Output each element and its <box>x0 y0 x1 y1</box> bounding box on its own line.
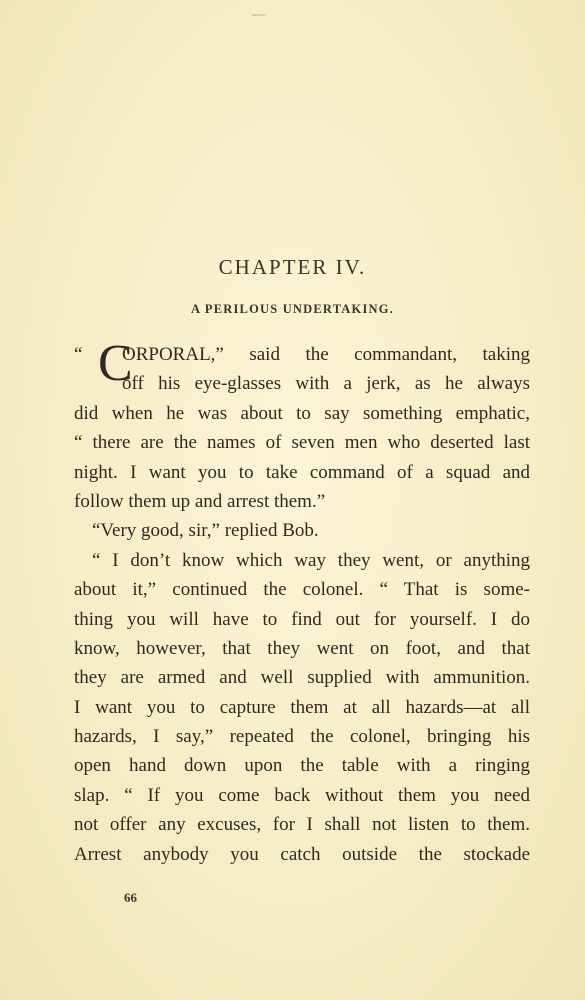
text-line: “Very good, sir,” replied Bob. <box>92 520 319 542</box>
drop-cap-open-quote: “ <box>74 344 83 365</box>
paper-speck <box>252 14 266 16</box>
text-line: “ there are the names of seven men who deserted last <box>74 432 530 454</box>
text-line: Arrest anybody you catch outside the stockade <box>74 843 530 865</box>
text-line: know, however, that they went on foot, and that <box>74 637 530 659</box>
text-line: follow them up and arrest them.” <box>74 490 326 512</box>
chapter-title: CHAPTER IV. <box>218 255 367 279</box>
text-line: “ I don’t know which way they went, or anything <box>92 549 530 571</box>
text-line: about it,” continued the colonel. “ That is some- <box>74 579 530 601</box>
text-line: they are armed and well supplied with ammunition. <box>74 667 530 689</box>
page-number: 66 <box>124 890 137 905</box>
text-line: off his eye-glasses with a jerk, as he always <box>122 373 530 395</box>
body-text <box>74 335 530 869</box>
text-line: hazards, I say,” repeated the colonel, bringing his <box>74 726 530 748</box>
text-line: not offer any excuses, for I shall not listen to them. <box>74 814 530 836</box>
text-line: did when he was about to say something emphatic, <box>74 402 530 424</box>
text-line: slap. “ If you come back without them you need <box>74 784 530 806</box>
text-line: ORPORAL,” said the commandant, taking <box>122 344 530 365</box>
text-line: night. I want you to take command of a squad and <box>74 461 530 483</box>
chapter-subtitle: A PERILOUS UNDERTAKING. <box>191 302 394 316</box>
text-line: I want you to capture them at all hazards—at all <box>74 696 530 718</box>
text-line: thing you will have to find out for yourself. I do <box>74 608 530 630</box>
text-line: open hand down upon the table with a ringing <box>74 755 530 777</box>
drop-cap-letter: C <box>98 335 133 392</box>
